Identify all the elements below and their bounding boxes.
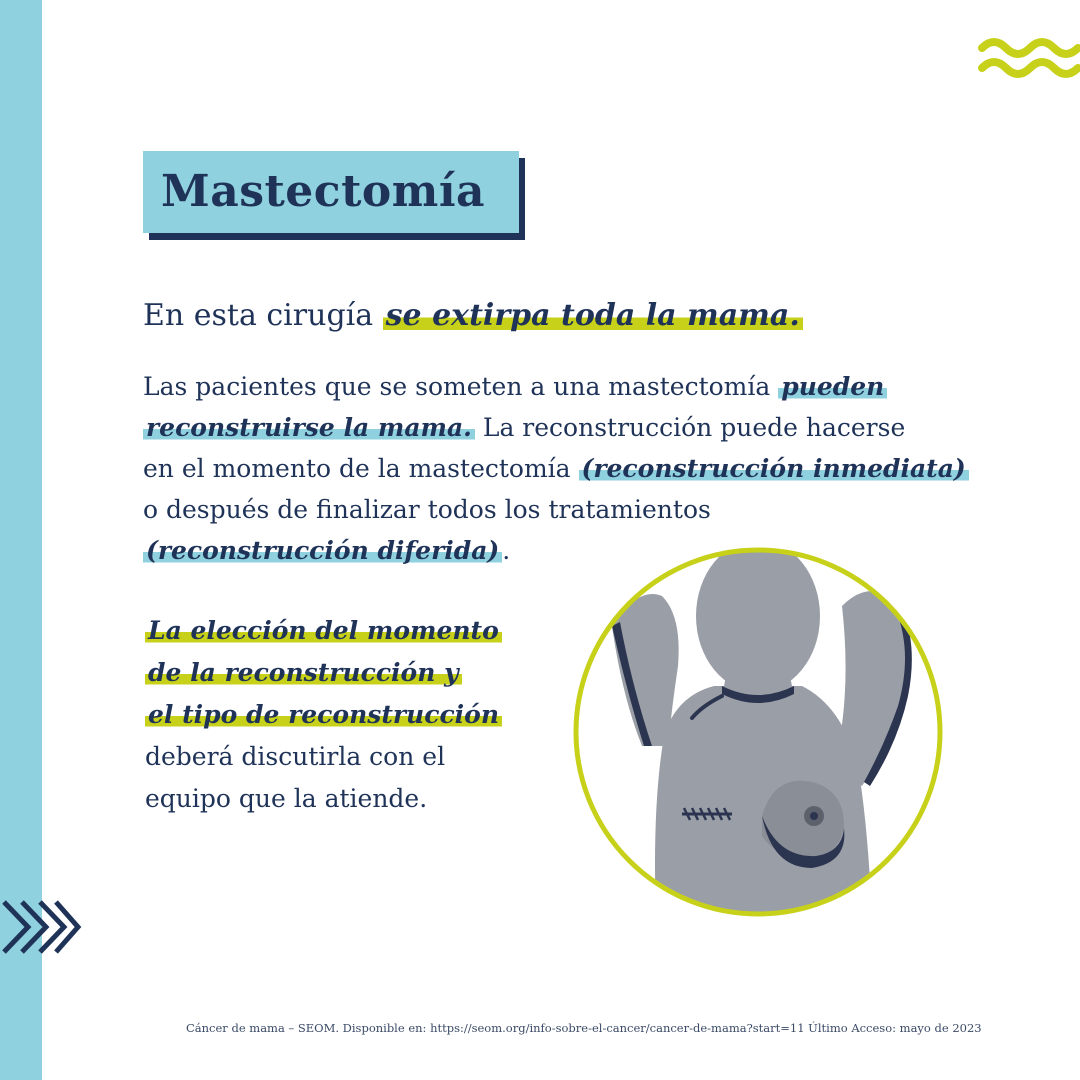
note-paragraph bbox=[145, 610, 502, 820]
note-highlight: La elección del momento bbox=[145, 616, 502, 645]
page-title: Mastectomía bbox=[161, 166, 486, 217]
body-line bbox=[143, 366, 963, 407]
chevron-arrows-icon bbox=[0, 896, 82, 958]
note-highlight: de la reconstrucción y bbox=[145, 658, 462, 687]
body-text: o después de finalizar todos los tratamientos bbox=[143, 495, 711, 524]
wave-decoration-icon bbox=[978, 36, 1080, 80]
mastectomy-illustration bbox=[572, 546, 944, 918]
body-highlight: (reconstrucción diferida) bbox=[143, 536, 502, 565]
title-box bbox=[143, 151, 519, 233]
note-line bbox=[145, 610, 502, 652]
lead-sentence bbox=[143, 294, 803, 338]
body-text: Las pacientes que se someten a una mastectomía bbox=[143, 372, 779, 401]
body-text: La reconstrucción puede hacerse bbox=[474, 413, 906, 442]
lead-highlight: se extirpa toda la mama. bbox=[383, 298, 803, 333]
note-line bbox=[145, 694, 502, 736]
footnote-citation: Cáncer de mama – SEOM. Disponible en: https://seom.org/info-sobre-el-cancer/cancer-de-mama?start=11 Último Acceso: mayo de 2023 bbox=[186, 1021, 982, 1035]
body-highlight: reconstruirse la mama. bbox=[143, 413, 475, 442]
body-line bbox=[143, 489, 963, 530]
note-line: deberá discutirla con el bbox=[145, 742, 446, 771]
body-paragraph bbox=[143, 366, 966, 571]
body-highlight: (reconstrucción inmediata) bbox=[579, 454, 969, 483]
note-highlight: el tipo de reconstrucción bbox=[145, 700, 502, 729]
body-line bbox=[143, 407, 963, 448]
body-text: en el momento de la mastectomía bbox=[143, 454, 579, 483]
body-line bbox=[143, 448, 966, 489]
note-line bbox=[145, 652, 502, 694]
body-text: . bbox=[502, 536, 511, 565]
body-highlight: pueden bbox=[778, 372, 887, 401]
note-line: equipo que la atiende. bbox=[145, 784, 428, 813]
lead-plain: En esta cirugía bbox=[143, 298, 383, 333]
